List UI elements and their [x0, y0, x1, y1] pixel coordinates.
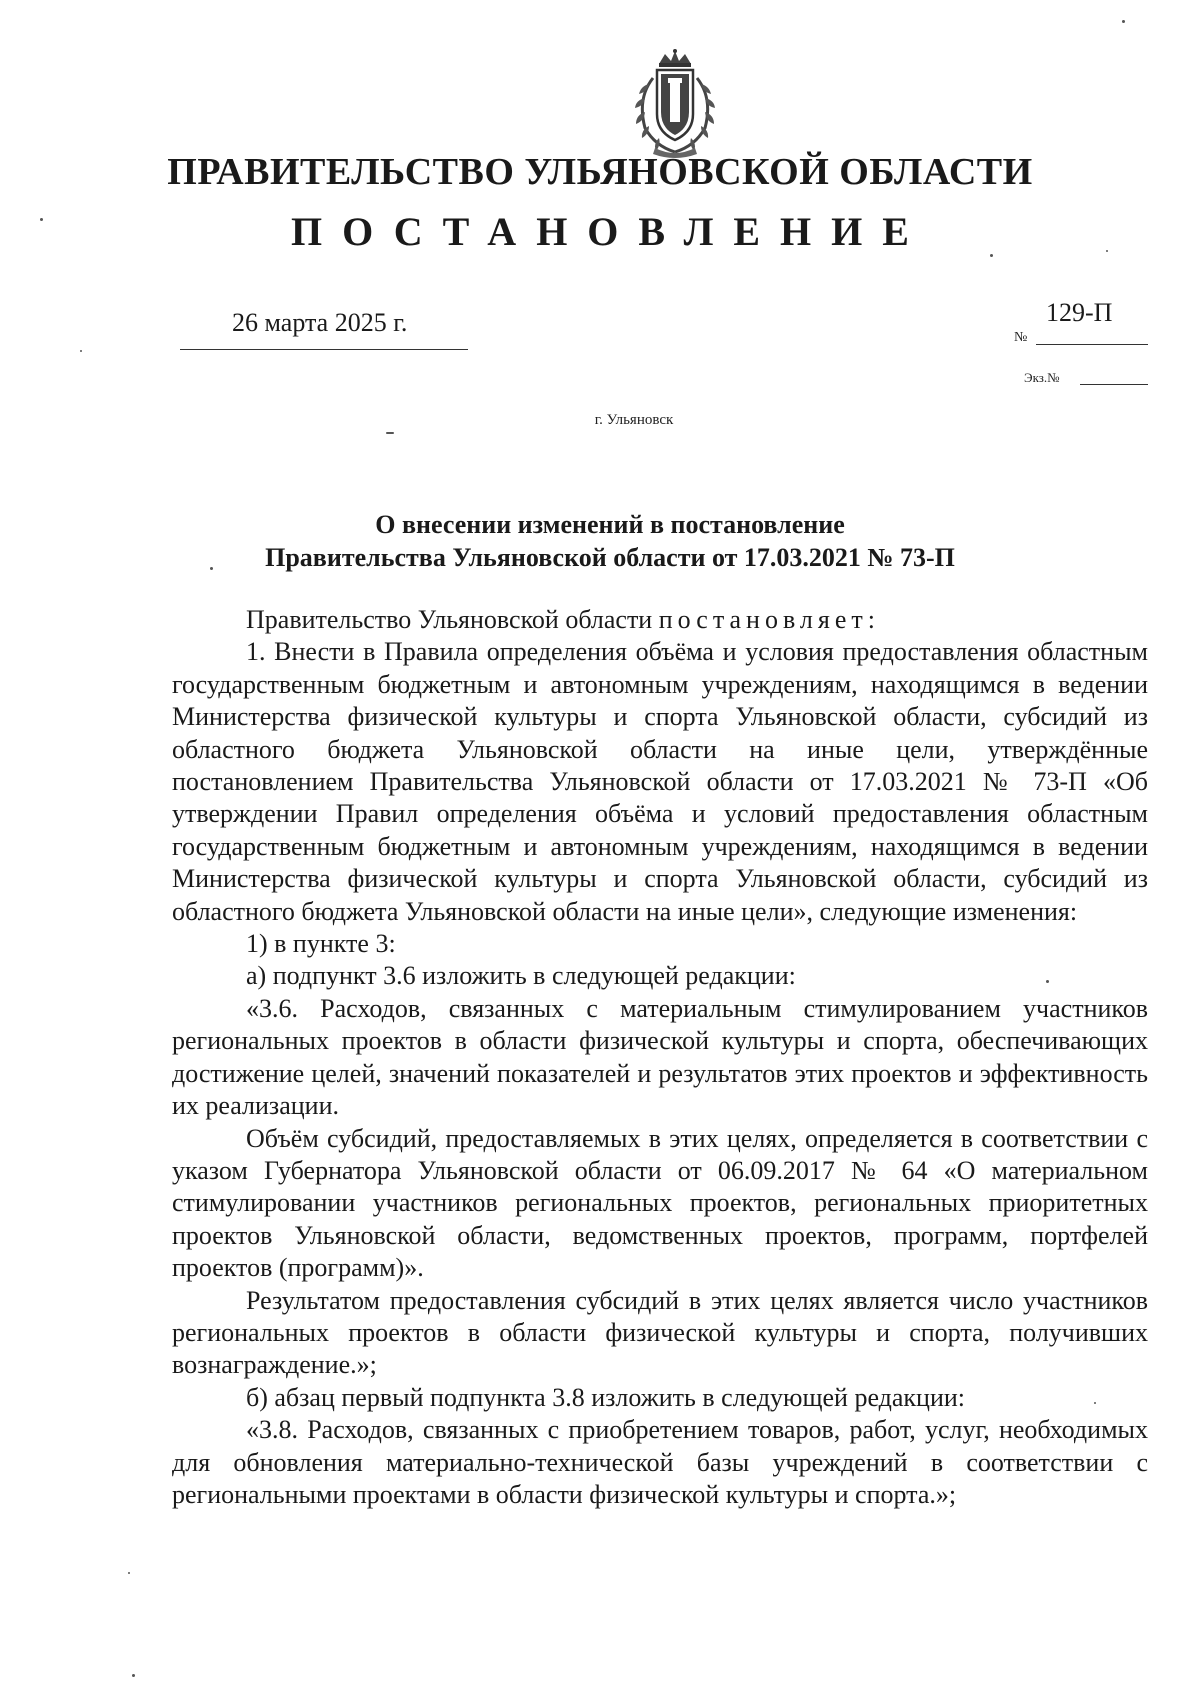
copy-number-underline — [1080, 384, 1148, 385]
date-underline — [180, 349, 468, 350]
scan-speck — [1106, 250, 1108, 252]
paragraph-2: 1) в пункте 3: — [246, 929, 396, 959]
scan-speck — [80, 350, 82, 352]
scan-speck — [1122, 20, 1125, 23]
city-name: г. Ульяновск — [594, 412, 674, 428]
number-underline — [1036, 344, 1148, 345]
scan-speck — [128, 1572, 130, 1574]
intro-paragraph — [172, 604, 1148, 636]
title-line-2: Правительства Ульяновской области от 17.03.2021 № 73-П — [265, 543, 955, 572]
document-type: ПОСТАНОВЛЕНИЕ — [291, 209, 929, 254]
scan-speck — [1094, 1402, 1096, 1404]
intro-lead: Правительство Ульяновской области — [246, 605, 659, 634]
document-date: 26 марта 2025 г. — [232, 308, 408, 337]
intro-end: : — [867, 605, 875, 634]
scan-speck — [132, 1674, 135, 1677]
paragraph-5: Объём субсидий, предоставляемых в этих целях, определяется в соответствии с указом Губернатора Ульяновской области от 06.09.2017 № 64 «О материальном стимулировании участников региональных проектов, региональных приоритетных проектов Ульяновской области, ведомственных проектов, программ, портфелей проектов (программ)». — [172, 1123, 1148, 1283]
copy-number-label: Экз.№ — [1024, 370, 1060, 385]
government-name: ПРАВИТЕЛЬСТВО УЛЬЯНОВСКОЙ ОБЛАСТИ — [167, 151, 1033, 193]
scan-speck — [386, 432, 394, 434]
paragraph-7: б) абзац первый подпункта 3.8 изложить в следующей редакции: — [246, 1382, 966, 1412]
scan-speck — [990, 254, 993, 257]
document-title — [0, 508, 1200, 574]
paragraph-6: Результатом предоставления субсидий в этих целях является число участников региональных проектов в области физической культуры и спорта, получивших вознаграждение.»; — [172, 1285, 1148, 1380]
coat-of-arms-emblem — [619, 48, 731, 160]
intro-verb: постановляет — [658, 605, 868, 634]
paragraph-1: 1. Внести в Правила определения объёма и условия предоставления областным государственным бюджетным и автономным учреждениям, находящимся в ведении Министерства физической культуры и спорта Ульяновской области, субсидий из областного бюджета Ульяновской области на иные цели, утверждённые постановлением Правительства Ульяновской области от 17.03.2021 № 73-П «Об утверждении Правил определения объёма и условий предоставления областным государственным бюджетным и автономным учреждениям, находящимся в ведении Министерства физической культуры и спорта Ульяновской области, субсидий из областного бюджета Ульяновской области на иные цели», следующие изменения: — [172, 637, 1148, 926]
document-number: 129-П — [1046, 298, 1113, 327]
scan-speck — [210, 567, 213, 570]
number-sign: № — [1014, 330, 1028, 345]
paragraph-4: «3.6. Расходов, связанных с материальным стимулированием участников региональных проектов в области физической культуры и спорта, обеспечивающих достижение целей, значений показателей и результатов этих проектов и эффективность их реализации. — [172, 993, 1148, 1121]
paragraph-8: «3.8. Расходов, связанных с приобретением товаров, работ, услуг, необходимых для обновления материально-технической базы учреждений в соответствии с региональными проектами в области физической культуры и спорта.»; — [172, 1415, 1148, 1509]
scan-speck — [40, 218, 43, 221]
document-body — [172, 604, 1148, 1511]
coat-of-arms-icon — [619, 48, 731, 160]
title-line-1: О внесении изменений в постановление — [375, 510, 845, 539]
scan-speck — [1046, 980, 1049, 983]
paragraph-3: а) подпункт 3.6 изложить в следующей редакции: — [246, 961, 796, 991]
